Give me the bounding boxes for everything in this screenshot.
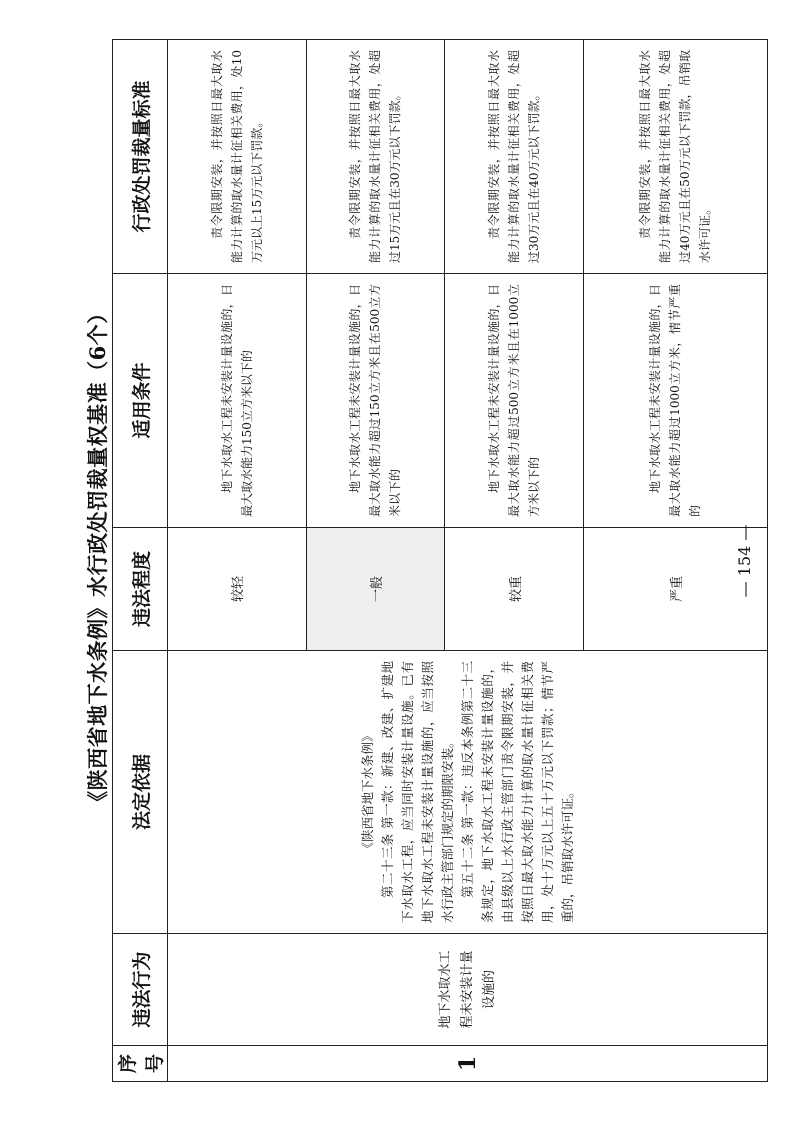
condition-general: 地下水取水工程未安装计量设施的，日最大取水能力超过150立方米且在500立方米以下的	[306, 274, 445, 528]
page-title: 《陕西省地下水条例》水行政处罚裁量权基准（6个）	[85, 302, 110, 812]
header-row	[113, 40, 168, 1082]
header-condition: 适用条件	[113, 274, 168, 528]
discretion-table	[112, 39, 768, 1082]
degree-light: 较轻	[168, 528, 307, 651]
header-basis: 法定依据	[113, 651, 168, 934]
header-seq: 序号	[113, 1046, 168, 1082]
page-number: — 154 —	[735, 524, 754, 598]
penalty-serious: 责令限期安装，并按照日最大取水能力计算的取水量计征相关费用，处超过30万元且在40万元以下罚款。	[445, 40, 584, 274]
row-act: 地下水取水工程未安装计量设施的	[168, 934, 768, 1046]
condition-serious: 地下水取水工程未安装计量设施的，日最大取水能力超过500立方米且在1000立方米以下的	[445, 274, 584, 528]
header-degree: 违法程度	[113, 528, 168, 651]
header-penalty: 行政处罚裁量标准	[113, 40, 168, 274]
condition-light: 地下水取水工程未安装计量设施的，日最大取水能力150立方米以下的	[168, 274, 307, 528]
penalty-severe: 责令限期安装，并按照日最大取水能力计算的取水量计征相关费用，处超过40万元且在50万元以下罚款，吊销取水许可证。	[583, 40, 767, 274]
penalty-general: 责令限期安装，并按照日最大取水能力计算的取水量计征相关费用，处超过15万元且在30万元以下罚款。	[306, 40, 445, 274]
basis-law: 《陕西省地下水条例》	[359, 729, 375, 855]
degree-serious: 较重	[445, 528, 584, 651]
row-seq: 1	[168, 1046, 768, 1082]
penalty-light: 责令限期安装，并按照日最大取水能力计算的取水量计征相关费用，处10万元以上15万元以下罚款。	[168, 40, 307, 274]
basis-art23: 第二十三条 第一款：新建、改建、扩建地下水取水工程，应当同时安装计量设施。已有地下水取水工程未安装计量设施的，应当按照水行政主管部门规定的期限安装。	[379, 661, 455, 923]
table-row	[168, 40, 307, 1082]
degree-general: 一般	[306, 528, 445, 651]
condition-severe: 地下水取水工程未安装计量设施的，日最大取水能力超过1000立方米，情节严重的	[583, 274, 767, 528]
row-basis	[168, 651, 768, 934]
degree-severe: 严重	[583, 528, 767, 651]
header-act: 违法行为	[113, 934, 168, 1046]
basis-art52: 第五十二条 第一款：违反本条例第二十三条规定，地下水取水工程未安装计量设施的，由县级以上水行政主管部门责令限期安装，并按照日最大取水能力计算的取水量计征相关费用，处十万元以上五十万元以下罚款；情节严重的，吊销取水许可证。	[459, 661, 575, 923]
